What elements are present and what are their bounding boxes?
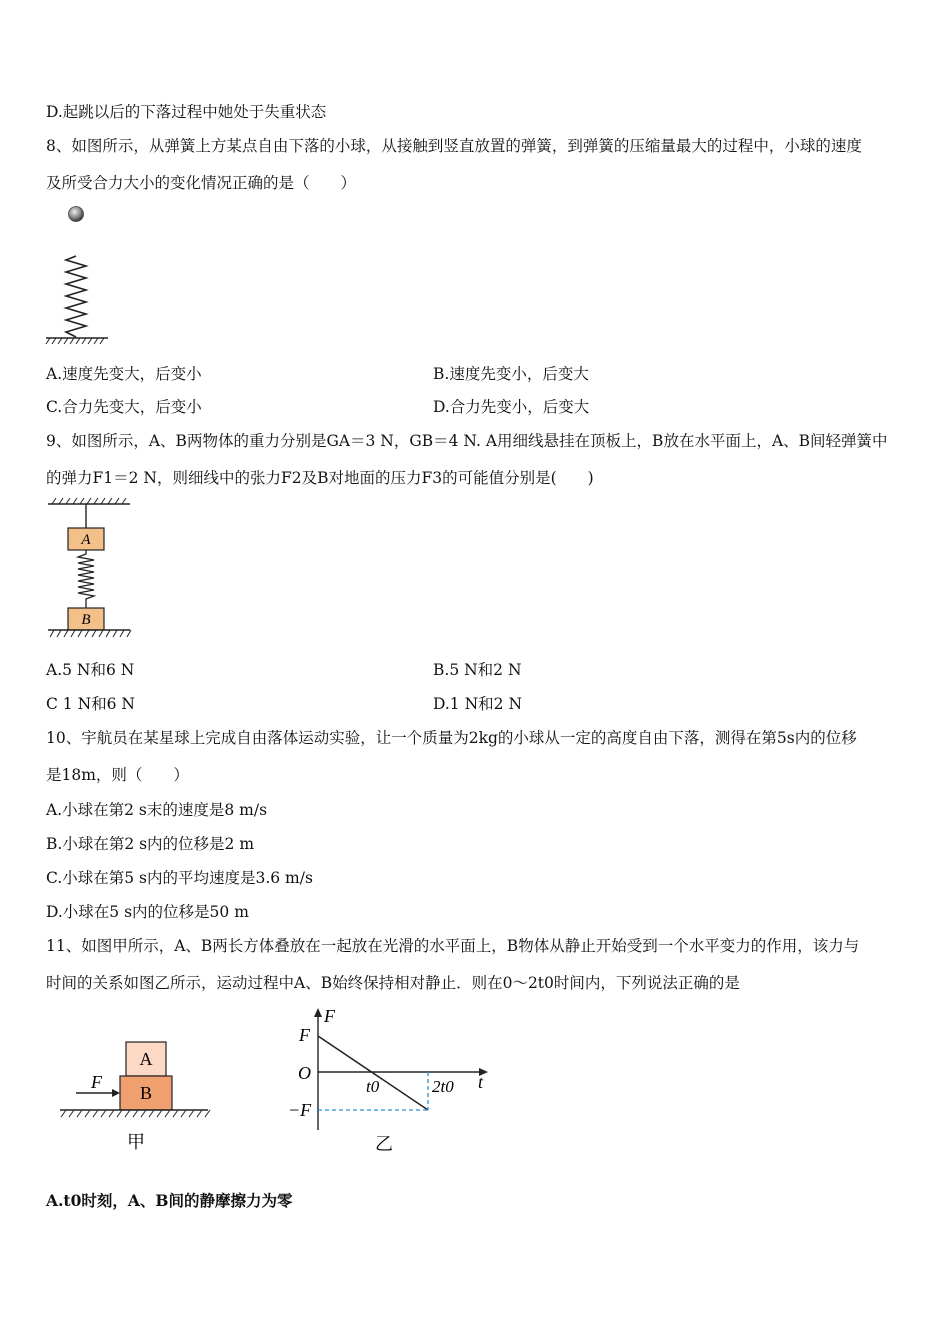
q11-option-a[interactable]: A.t0时刻，A、B间的静摩擦力为零 bbox=[46, 1191, 293, 1210]
q8-spring-figure bbox=[46, 200, 116, 348]
block-b-label: B bbox=[81, 612, 91, 628]
spring-icon bbox=[66, 256, 86, 337]
y-axis-label: F bbox=[324, 1006, 335, 1026]
fig-caption: 乙 bbox=[375, 1134, 393, 1154]
q10-stem-line2: 是18m，则（ ） bbox=[46, 766, 189, 784]
q11-stem-line1: 11、如图甲所示，A、B两长方体叠放在一起放在光滑的水平面上，B物体从静止开始受到一个水平变力的作用，该力与 bbox=[46, 937, 860, 955]
t0-label: t0 bbox=[366, 1077, 380, 1096]
q10-option-d[interactable]: D.小球在5 s内的位移是50 m bbox=[46, 903, 249, 921]
y-axis-arrowhead bbox=[314, 1008, 322, 1017]
q10-option-a[interactable]: A.小球在第2 s末的速度是8 m/s bbox=[46, 801, 268, 819]
ceiling-hatch bbox=[52, 498, 126, 504]
q9-blocks-figure bbox=[46, 496, 136, 644]
q10-option-b[interactable]: B.小球在第2 s内的位移是2 m bbox=[46, 835, 255, 853]
q8-stem-line2: 及所受合力大小的变化情况正确的是（ ） bbox=[46, 174, 357, 192]
ground-hatch bbox=[61, 1110, 210, 1117]
q10-stem-line1: 10、宇航员在某星球上完成自由落体运动实验，让一个质量为2kg的小球从一定的高度自由下落，测得在第5s内的位移 bbox=[46, 729, 857, 747]
block-a-label: A bbox=[139, 1049, 153, 1069]
block-a-label: A bbox=[81, 532, 91, 548]
block-b-label: B bbox=[139, 1083, 153, 1103]
t2-label: 2t0 bbox=[432, 1077, 454, 1096]
q10-option-c[interactable]: C.小球在第5 s内的平均速度是3.6 m/s bbox=[46, 869, 313, 887]
q11-stem-line2: 时间的关系如图乙所示，运动过程中A、B始终保持相对静止．则在0～2t0时间内，下列说法正确的是 bbox=[46, 974, 740, 992]
y-bottom-label: −F bbox=[288, 1100, 312, 1120]
ground-hatch bbox=[46, 338, 104, 344]
ball-icon bbox=[69, 207, 84, 222]
force-label: F bbox=[91, 1072, 102, 1092]
force-arrowhead bbox=[112, 1089, 120, 1097]
origin-label: O bbox=[298, 1063, 311, 1083]
fig-caption: 甲 bbox=[127, 1132, 145, 1152]
y-top-label: F bbox=[299, 1025, 310, 1045]
force-line bbox=[318, 1036, 428, 1110]
q7-option-d: D.起跳以后的下落过程中她处于失重状态 bbox=[46, 103, 327, 121]
q8-option-a[interactable]: A.速度先变大，后变小 bbox=[46, 365, 202, 383]
q11-fig-yi bbox=[284, 1006, 494, 1156]
q8-option-d[interactable]: D.合力先变小，后变大 bbox=[433, 398, 590, 416]
q9-option-c[interactable]: C 1 N和6 N bbox=[46, 695, 135, 713]
q9-option-a[interactable]: A.5 N和6 N bbox=[46, 661, 135, 679]
spring-icon bbox=[78, 550, 94, 608]
q8-option-c[interactable]: C.合力先变大，后变小 bbox=[46, 398, 202, 416]
x-axis-label: t bbox=[478, 1072, 484, 1092]
q9-stem-line1: 9、如图所示，A、B两物体的重力分别是GA＝3 N，GB＝4 N. A用细线悬挂在顶板上，B放在水平面上，A、B间轻弹簧中 bbox=[46, 432, 888, 450]
ground-hatch bbox=[50, 630, 131, 637]
q9-stem-line2: 的弹力F1＝2 N，则细线中的张力F2及B对地面的压力F3的可能值分别是( ) bbox=[46, 469, 594, 487]
q11-fig-jia bbox=[58, 1036, 214, 1160]
q8-option-b[interactable]: B.速度先变小，后变大 bbox=[433, 365, 589, 383]
q9-option-d[interactable]: D.1 N和2 N bbox=[433, 695, 523, 713]
q9-option-b[interactable]: B.5 N和2 N bbox=[433, 661, 522, 679]
q8-stem-line1: 8、如图所示，从弹簧上方某点自由下落的小球，从接触到竖直放置的弹簧，到弹簧的压缩量最大的过程中，小球的速度 bbox=[46, 137, 862, 155]
